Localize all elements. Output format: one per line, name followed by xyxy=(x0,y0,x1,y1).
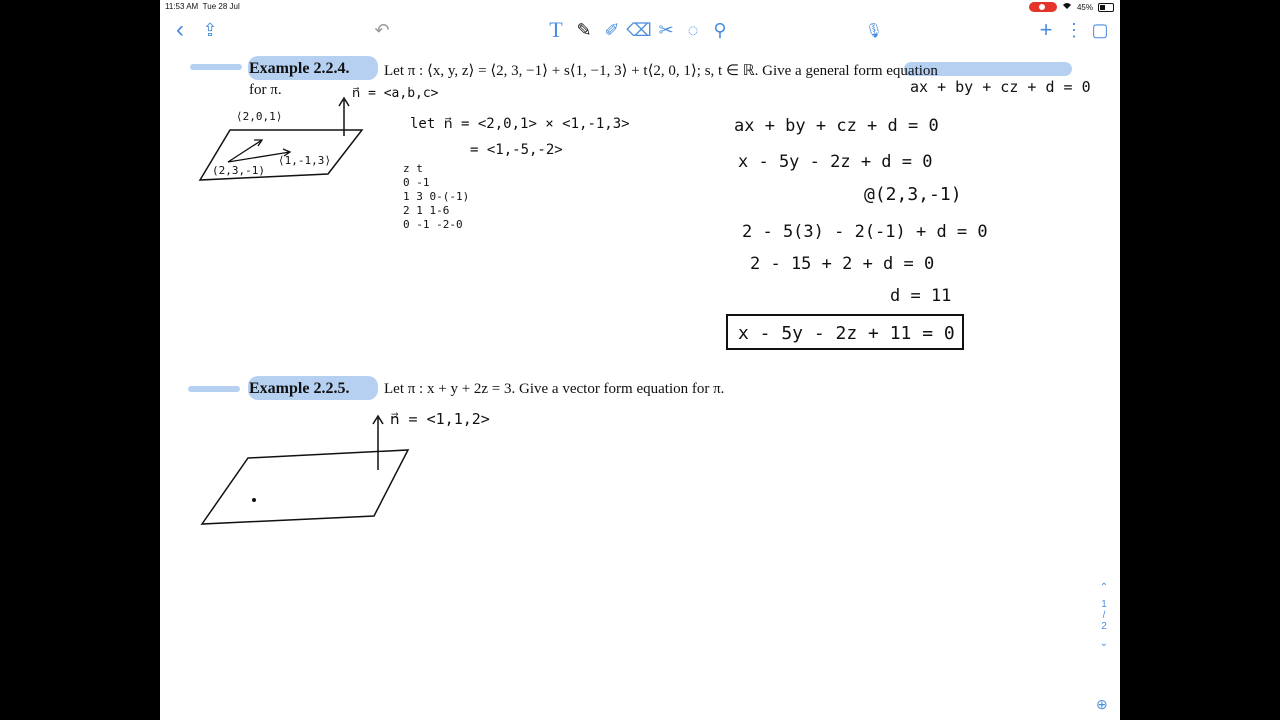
handwriting: n⃗ = <1,1,2> xyxy=(390,410,490,428)
scissors-icon: ✂ xyxy=(658,19,674,40)
handwriting: (2,3,-1) xyxy=(212,164,265,177)
example-label: Example 2.2.5. xyxy=(249,380,350,397)
handwriting: = <1,-5,-2> xyxy=(470,142,563,158)
microphone-button[interactable] xyxy=(862,18,886,42)
text-tool-button[interactable] xyxy=(544,18,568,42)
pages-icon: ▢ xyxy=(1091,19,1109,40)
page-up-button[interactable]: ⌃ xyxy=(1099,582,1109,593)
handwriting: ⟨1,-1,3⟩ xyxy=(278,154,331,167)
handwriting: d = 11 xyxy=(890,286,952,306)
plus-icon: + xyxy=(1039,17,1053,42)
scissors-tool-button[interactable] xyxy=(654,18,678,42)
handwriting: z t xyxy=(403,162,423,175)
page-separator: / xyxy=(1102,610,1106,621)
add-page-button[interactable] xyxy=(1034,18,1058,42)
back-button[interactable] xyxy=(168,18,192,42)
page-count: 2 xyxy=(1101,621,1107,632)
pen-tool-button[interactable] xyxy=(572,18,596,42)
lasso-icon: ◌ xyxy=(687,19,699,40)
handwriting: n⃗ = <a,b,c> xyxy=(352,86,439,101)
page-down-button[interactable]: ⌄ xyxy=(1099,638,1109,649)
status-bar xyxy=(160,0,1120,14)
chevron-left-icon: ‹ xyxy=(176,16,184,43)
boxed-answer: x - 5y - 2z + 11 = 0 xyxy=(726,314,964,350)
highlight-mark xyxy=(188,386,240,392)
page-number: 1 xyxy=(1101,599,1107,610)
example-label: Example 2.2.4. xyxy=(249,60,350,77)
battery-icon xyxy=(1098,3,1114,12)
example-text: Let π : ⟨x, y, z⟩ = ⟨2, 3, −1⟩ + s⟨1, −1, 3⟩ + t⟨2, 0, 1⟩; s, t ∈ ℝ. Give a general form equation xyxy=(384,63,938,79)
handwriting: 0 -1 -2-0 xyxy=(403,218,463,231)
highlighter-tool-button[interactable] xyxy=(600,18,624,42)
more-button[interactable] xyxy=(1062,18,1086,42)
pen-icon: ✎ xyxy=(576,19,592,40)
text-tool-icon: T xyxy=(549,17,563,42)
eraser-tool-button[interactable] xyxy=(627,18,651,42)
handwriting: 1 3 0-(-1) xyxy=(403,190,470,203)
handwriting: ax + by + cz + d = 0 xyxy=(734,116,939,136)
battery-percent: 45% xyxy=(1076,2,1093,12)
zoom-button[interactable] xyxy=(1096,696,1114,714)
highlighter-icon: ✐ xyxy=(604,19,620,40)
undo-button[interactable] xyxy=(370,18,394,42)
zoom-icon: ⊕ xyxy=(1096,696,1108,712)
plane-sketch xyxy=(190,94,410,194)
screen xyxy=(160,0,1120,720)
handwriting: 2 - 5(3) - 2(-1) + d = 0 xyxy=(742,222,988,242)
plane-sketch xyxy=(190,406,420,536)
more-icon: ⋮ xyxy=(1065,19,1083,40)
wifi-icon xyxy=(1062,2,1072,12)
example-text: for π. xyxy=(249,82,282,98)
lasso-tool-button[interactable] xyxy=(681,18,705,42)
handwriting: ax + by + cz + d = 0 xyxy=(910,78,1091,96)
hand-icon: ⚲ xyxy=(713,19,727,40)
status-time: 11:53 AM xyxy=(165,2,199,11)
cross-product-work xyxy=(403,162,469,232)
highlight-mark xyxy=(190,64,242,70)
example-text: Let π : x + y + 2z = 3. Give a vector form equation for π. xyxy=(384,381,725,397)
handwriting: 2 - 15 + 2 + d = 0 xyxy=(750,254,935,274)
undo-icon: ↶ xyxy=(374,19,390,40)
status-date: Tue 28 Jul xyxy=(202,2,240,11)
handwriting: ⟨2,0,1⟩ xyxy=(236,110,283,123)
recording-indicator-icon xyxy=(1029,2,1057,12)
handwriting: let n⃗ = <2,0,1> × <1,-1,3> xyxy=(410,116,630,132)
note-page[interactable] xyxy=(160,46,1120,720)
hand-tool-button[interactable] xyxy=(708,18,732,42)
share-icon: ⇪ xyxy=(202,19,218,40)
handwriting: 2 1 1-6 xyxy=(403,204,450,217)
handwriting: @(2,3,-1) xyxy=(864,184,962,205)
pages-button[interactable] xyxy=(1088,18,1112,42)
share-button[interactable] xyxy=(198,18,222,42)
handwriting: x - 5y - 2z + d = 0 xyxy=(738,152,933,172)
handwriting: 0 -1 xyxy=(403,176,430,189)
page-navigator xyxy=(1098,582,1110,649)
eraser-icon: ⌫ xyxy=(626,19,652,40)
microphone-icon: 🎙 xyxy=(865,21,883,38)
toolbar xyxy=(160,14,1120,46)
